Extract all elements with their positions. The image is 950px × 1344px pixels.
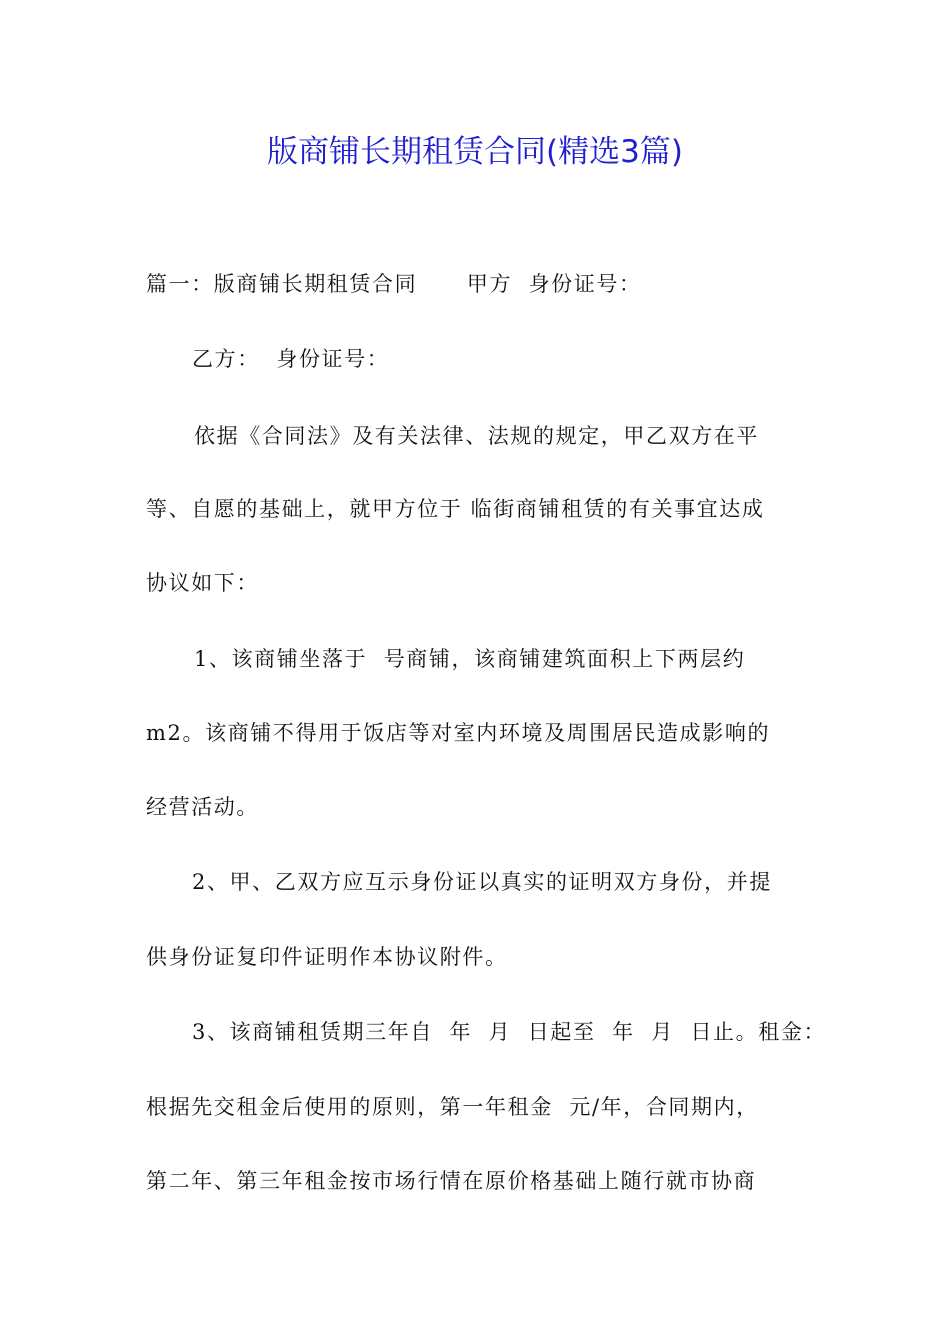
paragraph-line-clause-1: 1、该商铺坐落于 号商铺，该商铺建筑面积上下两层约	[194, 647, 746, 671]
paragraph-line: 供身份证复印件证明作本协议附件。	[146, 945, 508, 969]
paragraph-line: 协议如下：	[146, 571, 259, 595]
paragraph-line-clause-2: 2、甲、乙双方应互示身份证以真实的证明双方身份，并提	[192, 870, 772, 894]
document-title: 版商铺长期租赁合同(精选3篇)	[267, 134, 683, 170]
paragraph-line: m2。该商铺不得用于饭店等对室内环境及周围居民造成影响的	[146, 721, 771, 745]
paragraph-line-clause-3: 3、该商铺租赁期三年自 年 月 日起至 年 月 日止。租金：	[192, 1020, 827, 1044]
paragraph-line: 依据《合同法》及有关法律、法规的规定，甲乙双方在平	[194, 424, 759, 448]
paragraph-line: 根据先交租金后使用的原则，第一年租金 元/年，合同期内，	[146, 1095, 759, 1119]
paragraph-line: 经营活动。	[146, 795, 259, 819]
paragraph-line-preamble: 篇一：版商铺长期租赁合同 甲方 身份证号：	[146, 272, 642, 296]
paragraph-line-party-b: 乙方： 身份证号：	[192, 347, 390, 371]
paragraph-line: 第二年、第三年租金按市场行情在原价格基础上随行就市协商	[146, 1169, 757, 1193]
paragraph-line: 等、自愿的基础上，就甲方位于 临街商铺租赁的有关事宜达成	[146, 497, 765, 521]
